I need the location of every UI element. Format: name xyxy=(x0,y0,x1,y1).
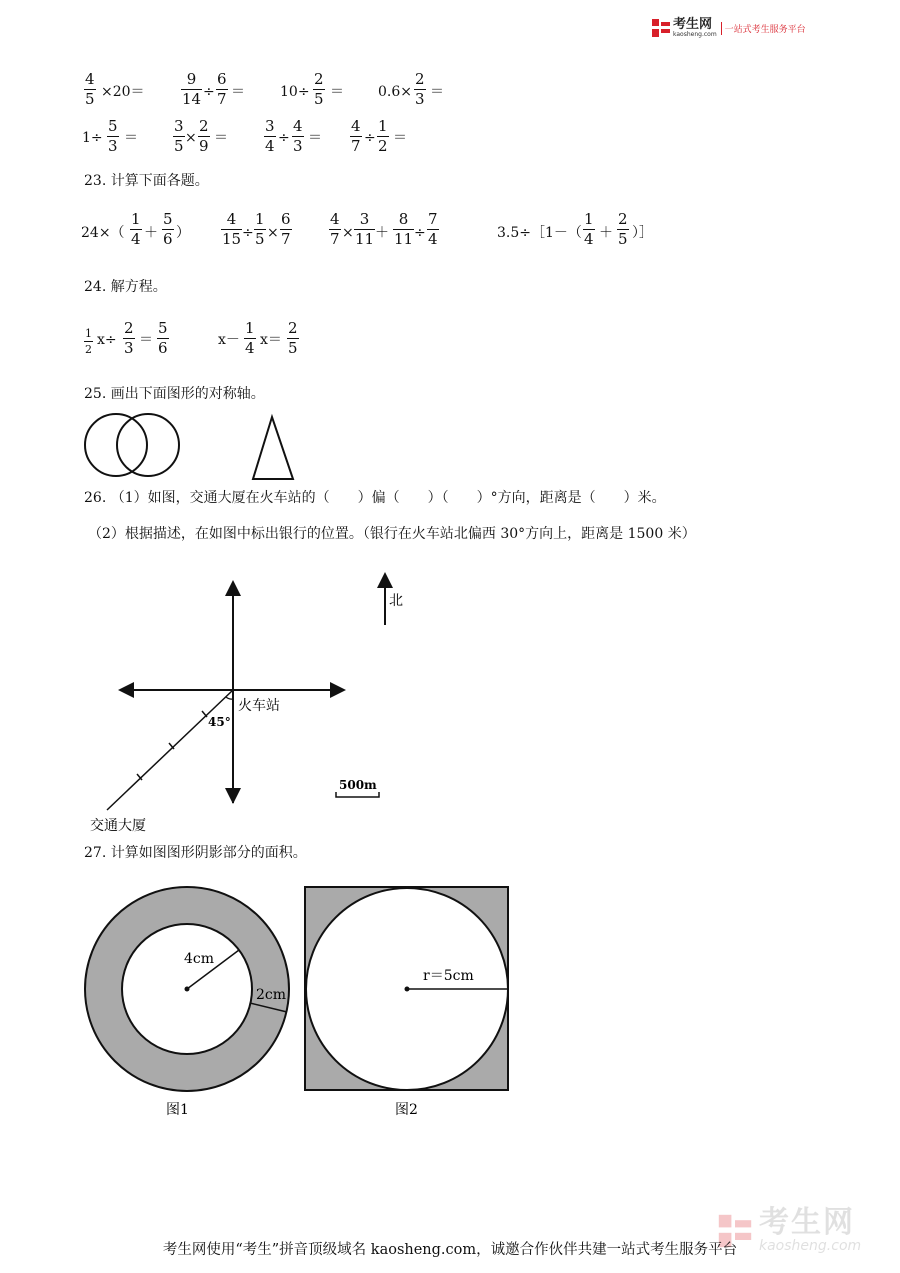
fraction: $\frac{2}{5}$ xyxy=(288,319,298,357)
fraction: $\frac{1}{5}$ xyxy=(255,210,265,248)
q26-direction-map xyxy=(0,560,460,840)
fraction: $\frac{1}{4}$ xyxy=(584,210,594,248)
watermark-domain: kaosheng.com xyxy=(759,1238,862,1254)
watermark-brand: 考生网 xyxy=(759,1205,855,1240)
fig2-caption: 图2 xyxy=(395,1102,418,1118)
operator: ÷ xyxy=(414,225,426,241)
expr-text: ＝ xyxy=(231,84,245,100)
expr-text: ＝ xyxy=(214,130,228,146)
fraction: $\frac{8}{11}$ xyxy=(394,210,414,248)
tick-mark xyxy=(202,711,207,717)
expr-text: 1÷ xyxy=(82,130,103,146)
expr-text: ＝ xyxy=(393,130,407,146)
logo-slogan: 一站式考生服务平台 xyxy=(721,22,806,35)
question-27-title: 27. 计算如图图形阴影部分的面积。 xyxy=(84,845,307,861)
fraction: $\frac{2}{9}$ xyxy=(199,117,209,155)
expr-text: ＝ xyxy=(430,84,444,100)
fraction: $\frac{2}{5}$ xyxy=(618,210,628,248)
fraction: $\frac{4}{7}$ xyxy=(351,117,361,155)
scale-bar xyxy=(336,792,379,797)
fraction: $\frac{3}{4}$ xyxy=(265,117,275,155)
operator: ÷ xyxy=(278,130,290,146)
fraction: $\frac{5}{6}$ xyxy=(163,210,173,248)
expr-text: 10÷ xyxy=(280,84,310,100)
fraction: $\frac{2}{3}$ xyxy=(415,70,425,108)
logo-brand: 考生网 xyxy=(673,17,713,32)
operator: ＋ xyxy=(599,225,613,241)
operator: ÷ xyxy=(203,84,215,100)
angle-arc xyxy=(226,697,233,699)
expr-text: ）］ xyxy=(632,225,653,241)
fraction: $\frac{4}{7}$ xyxy=(330,210,340,248)
operator: ÷ xyxy=(242,225,254,241)
fraction: $\frac{5}{3}$ xyxy=(108,117,118,155)
operator: × xyxy=(342,225,354,241)
question-24-title: 24. 解方程。 xyxy=(84,279,167,295)
logo-domain: kaosheng.com xyxy=(673,31,717,38)
fraction: $\frac{2}{5}$ xyxy=(314,70,324,108)
fraction: $\frac{6}{7}$ xyxy=(217,70,227,108)
operator: ＋ xyxy=(144,225,158,241)
fraction: $\frac{7}{4}$ xyxy=(428,210,438,248)
expr-text: ＝ xyxy=(124,130,138,146)
question-26-part1: 26. （1）如图，交通大厦在火车站的（ ）偏（ ）（ ）°方向，距离是（ ）米。 xyxy=(84,490,666,506)
fig1-radius-label: 4cm xyxy=(184,951,215,967)
station-label: 火车站 xyxy=(238,698,280,714)
expr-text: ＝ xyxy=(330,84,344,100)
expr-text: ×20＝ xyxy=(101,84,145,100)
q27-figures xyxy=(0,880,540,1130)
expr-text: x＝ xyxy=(260,332,282,348)
fraction: $\frac{4}{15}$ xyxy=(222,210,242,248)
north-label: 北 xyxy=(389,593,403,609)
fraction: $\frac{4}{3}$ xyxy=(293,117,303,155)
fig1-width-label: 2cm xyxy=(256,987,287,1003)
angle-label: 45° xyxy=(208,715,231,729)
question-23-title: 23. 计算下面各题。 xyxy=(84,173,209,189)
operator: × xyxy=(185,130,197,146)
scale-label: 500m xyxy=(339,778,377,792)
fraction: $\frac{5}{6}$ xyxy=(158,319,168,357)
operator: ＋ xyxy=(375,225,389,241)
expr-text: ） xyxy=(176,225,190,241)
footer-text: 考生网使用“考生”拼音顶级域名 kaosheng.com，诚邀合作伙伴共建一站式考生服务平台 xyxy=(162,1242,738,1258)
kaosheng-logo-icon xyxy=(651,18,671,38)
header-logo xyxy=(651,18,806,38)
building-label: 交通大厦 xyxy=(90,818,146,834)
isosceles-triangle xyxy=(253,417,293,479)
expr-text: 3.5÷［1－（ xyxy=(497,225,582,241)
expr-text: x－ xyxy=(218,332,240,348)
fig1-caption: 图1 xyxy=(166,1102,189,1118)
fraction: $\frac{1}{4}$ xyxy=(245,319,255,357)
expr-text: 24×（ xyxy=(81,225,125,241)
fraction: $\frac{1}{2}$ xyxy=(85,327,92,356)
operator: ÷ xyxy=(364,130,376,146)
direction-line xyxy=(107,690,233,810)
fraction: $\frac{3}{11}$ xyxy=(355,210,375,248)
fig2-radius-label: r＝5cm xyxy=(423,968,474,984)
operator: ＝ xyxy=(139,332,153,348)
expr-text: x÷ xyxy=(97,332,117,348)
expr-text: 0.6× xyxy=(378,84,412,100)
q25-figures xyxy=(0,400,320,490)
fraction: $\frac{3}{5}$ xyxy=(174,117,184,155)
operator: × xyxy=(267,225,279,241)
fraction: $\frac{1}{2}$ xyxy=(378,117,388,155)
fraction: $\frac{4}{5}$ xyxy=(85,70,95,108)
fraction: $\frac{1}{4}$ xyxy=(131,210,141,248)
fraction: $\frac{2}{3}$ xyxy=(124,319,134,357)
question-26-part2: （2）根据描述，在如图中标出银行的位置。（银行在火车站北偏西 30°方向上，距离是 1500 米） xyxy=(88,526,696,542)
fraction: $\frac{6}{7}$ xyxy=(281,210,291,248)
question-25-title: 25. 画出下面图形的对称轴。 xyxy=(84,386,265,402)
fraction: $\frac{9}{14}$ xyxy=(182,70,202,108)
expr-text: ＝ xyxy=(308,130,322,146)
